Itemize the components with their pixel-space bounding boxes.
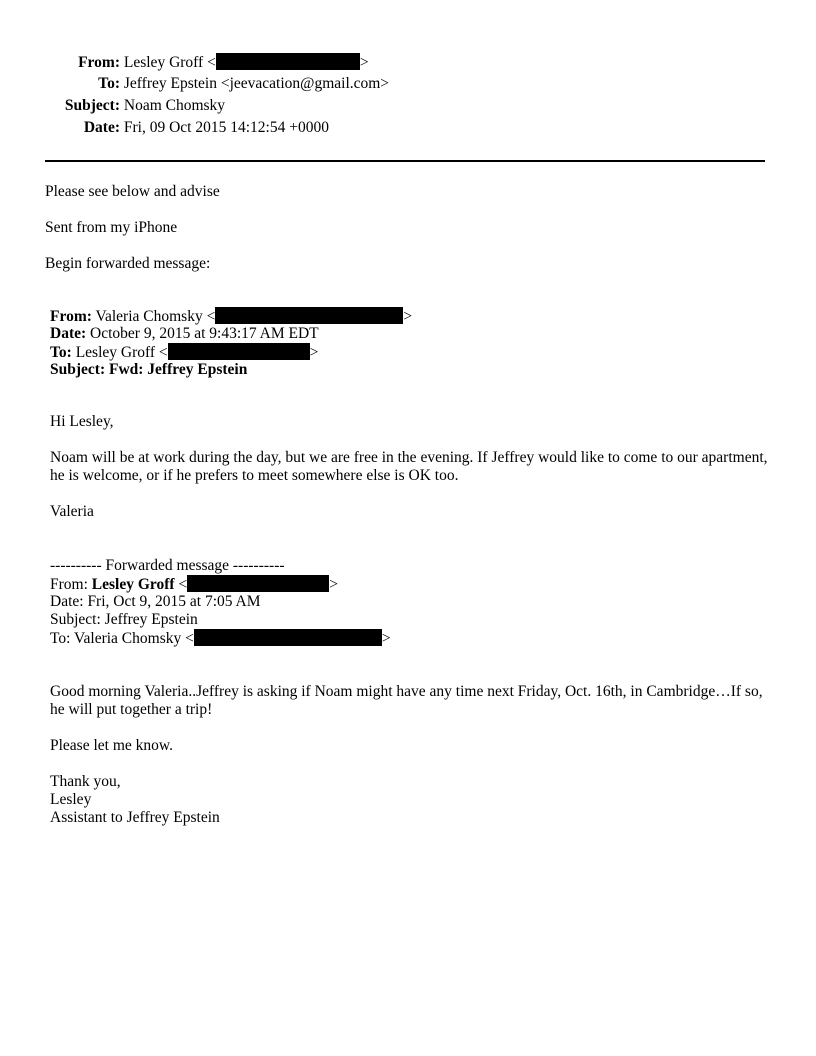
fwd1-from-row	[50, 307, 412, 326]
header-from-close: >	[359, 54, 369, 71]
header-from-label: From:	[78, 54, 120, 71]
fwd1-subject-value: Fwd: Jeffrey Epstein	[108, 361, 248, 378]
fwd1-to-value: Lesley Groff <	[75, 344, 168, 361]
fwd1-signature: Valeria	[50, 503, 94, 520]
fwd1-date-row	[50, 325, 319, 343]
fwd1-from-value: Valeria Chomsky <	[95, 308, 216, 325]
body-line-forwarded: Begin forwarded message:	[45, 255, 211, 272]
header-subject-label: Subject:	[64, 97, 120, 114]
fwd1-from-label: From:	[50, 308, 92, 325]
redaction-bar	[216, 53, 360, 70]
header-date-value: Fri, 09 Oct 2015 14:12:54 +0000	[123, 119, 329, 136]
fwd2-please: Please let me know.	[50, 737, 173, 754]
header-subject-row	[0, 97, 225, 115]
fwd1-paragraph: Noam will be at work during the day, but we are free in the evening. If Jeffrey would like to come to our apartment, he is welcome, or if he prefers to meet somewhere else is OK too.	[50, 449, 768, 484]
fwd1-date-value: October 9, 2015 at 9:43:17 AM EDT	[90, 325, 319, 342]
fwd2-thanks: Thank you,	[50, 773, 121, 790]
header-from-value: Lesley Groff <	[123, 54, 216, 71]
fwd2-name: Lesley	[50, 791, 92, 808]
redaction-bar	[187, 575, 329, 592]
redaction-bar	[194, 629, 382, 646]
body-line-advise: Please see below and advise	[45, 183, 220, 200]
fwd2-from-open: <	[178, 576, 188, 593]
redaction-bar	[168, 343, 310, 360]
header-to-value: Jeffrey Epstein <jeevacation@gmail.com>	[123, 75, 390, 92]
header-to-label: To:	[98, 75, 120, 92]
fwd1-subject-label: Subject:	[50, 361, 106, 378]
fwd2-to-row	[50, 629, 391, 648]
fwd1-to-row	[50, 343, 318, 362]
fwd1-greeting: Hi Lesley,	[50, 413, 114, 430]
fwd2-paragraph: Good morning Valeria..Jeffrey is asking if Noam might have any time next Friday, Oct. 16th, in Cambridge…If so, he will put together a trip!	[50, 683, 763, 718]
fwd1-to-close: >	[309, 344, 319, 361]
header-subject-value: Noam Chomsky	[123, 97, 226, 114]
header-divider	[45, 160, 765, 162]
header-from-row	[0, 53, 369, 72]
redaction-bar	[215, 307, 403, 324]
fwd2-from-close: >	[329, 576, 338, 593]
fwd2-from-name: Lesley Groff	[91, 576, 175, 593]
fwd2-to-label: To: Valeria Chomsky <	[50, 630, 194, 647]
fwd2-separator: ---------- Forwarded message ----------	[50, 557, 285, 574]
body-line-iphone: Sent from my iPhone	[45, 219, 178, 236]
fwd2-title: Assistant to Jeffrey Epstein	[50, 809, 220, 826]
header-to-row	[0, 75, 389, 93]
header-date-label: Date:	[83, 119, 120, 136]
fwd2-from-label: From:	[50, 576, 88, 593]
fwd1-from-close: >	[403, 308, 413, 325]
fwd1-to-label: To:	[50, 344, 72, 361]
fwd2-from-row	[50, 575, 338, 594]
fwd2-to-close: >	[381, 630, 391, 647]
header-date-row	[0, 119, 329, 137]
fwd1-date-label: Date:	[50, 325, 87, 342]
fwd2-subject: Subject: Jeffrey Epstein	[50, 611, 198, 628]
fwd1-subject-row	[50, 361, 247, 379]
fwd2-date: Date: Fri, Oct 9, 2015 at 7:05 AM	[50, 593, 261, 610]
